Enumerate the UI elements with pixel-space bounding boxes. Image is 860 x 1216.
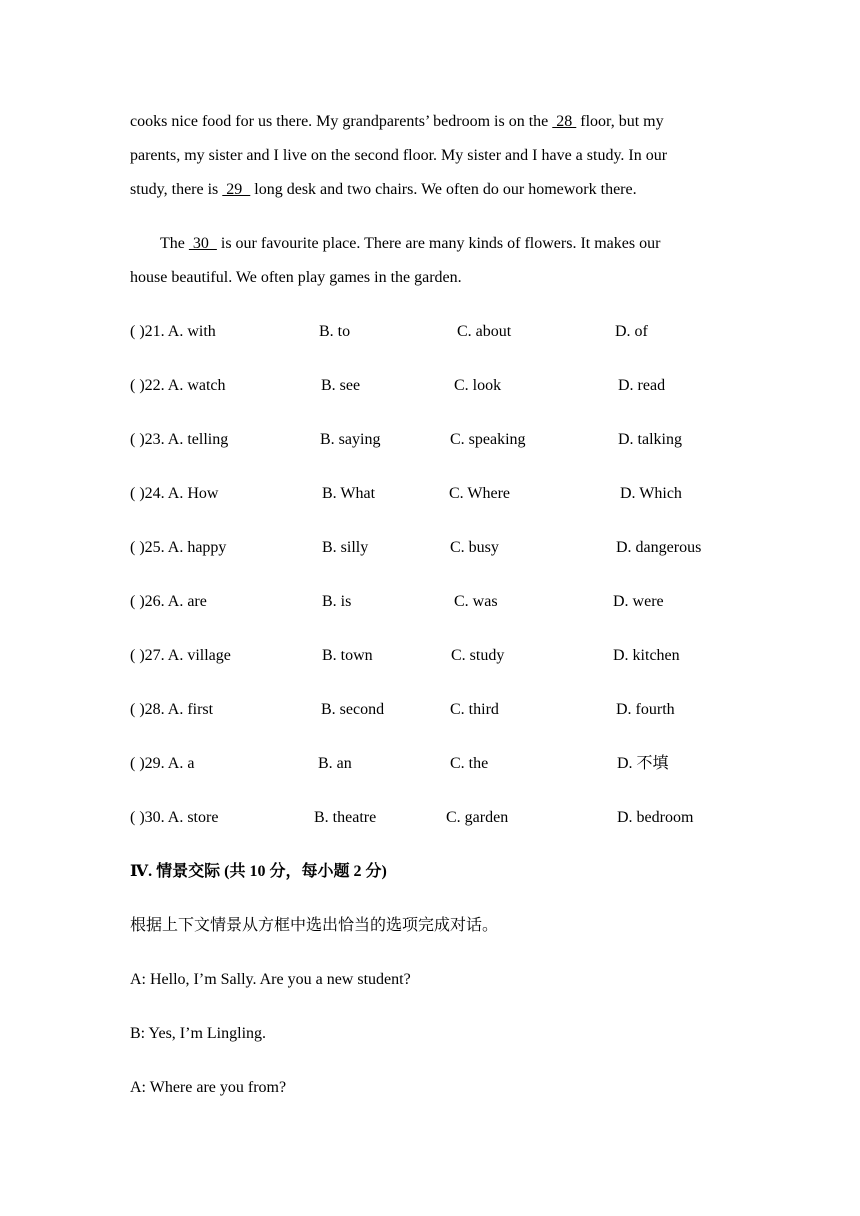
passage-text: The [160,235,189,252]
question-number-option-a: ( )30. A. store [130,809,219,826]
option-b: B. What [322,485,376,502]
option-c: C. study [451,647,505,664]
option-d: D. Which [620,485,682,502]
option-d: D. read [618,377,666,394]
dialogue-line: A: Where are you from? [130,1079,287,1096]
question-number-option-a: ( )23. A. telling [130,431,229,448]
passage-line: house beautiful. We often play games in the garden. [130,269,462,286]
option-d: D. kitchen [613,647,680,664]
passage-text: floor, but my [576,113,664,130]
question-number-option-a: ( )21. A. with [130,323,216,340]
option-b: B. an [318,755,352,772]
option-d: D. 不填 [617,755,669,772]
option-d: D. bedroom [617,809,694,826]
option-c: C. was [454,593,498,610]
question-number-option-a: ( )28. A. first [130,701,214,718]
option-b: B. see [321,377,361,394]
question-number-option-a: ( )24. A. How [130,485,219,502]
option-c: C. busy [450,539,499,556]
passage-text: long desk and two chairs. We often do our homework there. [250,181,637,198]
passage-line [130,180,637,200]
question-number-option-a: ( )26. A. are [130,593,207,610]
passage-line [130,112,664,132]
option-c: C. third [450,701,499,718]
option-d: D. dangerous [616,539,702,556]
blank-29: 29 [222,181,251,198]
blank-30: 30 [188,235,217,252]
option-c: C. garden [446,809,509,826]
passage-text: is our favourite place. There are many kinds of flowers. It makes our [216,235,661,252]
option-b: B. to [319,323,351,340]
passage-line: parents, my sister and I live on the second floor. My sister and I have a study. In our [130,147,668,164]
option-d: D. were [613,593,664,610]
section-heading: Ⅳ. 情景交际 (共 10 分，每小题 2 分) [130,863,387,880]
section-instruction: 根据上下文情景从方框中选出恰当的选项完成对话。 [130,917,499,934]
option-c: C. about [457,323,512,340]
question-number-option-a: ( )22. A. watch [130,377,226,394]
option-c: C. Where [449,485,511,502]
passage-line [160,234,660,254]
passage-text: cooks nice food for us there. My grandparents’ bedroom is on the [130,113,553,130]
dialogue-line: A: Hello, I’m Sally. Are you a new student? [130,971,411,988]
option-b: B. saying [320,431,381,448]
question-number-option-a: ( )27. A. village [130,647,231,664]
option-d: D. fourth [616,701,675,718]
option-b: B. theatre [314,809,377,826]
option-b: B. town [322,647,373,664]
option-b: B. is [322,593,352,610]
option-c: C. the [450,755,489,772]
dialogue-line: B: Yes, I’m Lingling. [130,1025,267,1042]
passage-text: study, there is [130,181,223,198]
question-number-option-a: ( )25. A. happy [130,539,227,556]
option-b: B. second [321,701,385,718]
blank-28: 28 [552,113,577,130]
question-number-option-a: ( )29. A. a [130,755,195,772]
option-c: C. look [454,377,502,394]
option-c: C. speaking [450,431,526,448]
option-d: D. of [615,323,648,340]
option-b: B. silly [322,539,369,556]
option-d: D. talking [618,431,682,448]
